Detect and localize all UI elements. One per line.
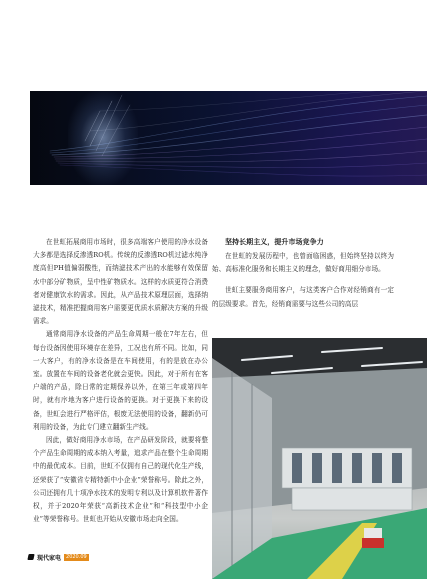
body-paragraph: 世虹主要服务商用客户，与这类客户合作对经销商有一定的层级要求。首先，经销商需要与这些公司的高层: [212, 286, 394, 308]
body-paragraph: 在世虹拓展商用市场时，很多高端客户使用的净水设备大多都是选择反渗透RO机。传统的反渗透RO机过滤水纯净度高但PH值偏弱酸性，而纳滤技术产出的水能够有效保留水中部分矿物质，呈中性矿物质水。这样的水质更符合消费者对健康饮水的需求。因此，从产品技术原理层面，选择纳滤技术，精准把握商用客户需要更优质水质解决方案的升级需求。: [33, 238, 208, 326]
issue-badge: 2020.09: [66, 553, 87, 560]
right-text-column: [212, 236, 394, 311]
section-heading: 坚持长期主义，提升市场竞争力: [225, 238, 324, 246]
body-paragraph: 在世虹的发展历程中，也曾面临困惑，但始终坚持以终为始、高标准化服务和长期主义的理念，做好商用细分市场。: [212, 252, 394, 274]
production-line-photo: [212, 338, 427, 579]
body-paragraph: 通常商用净水设备的产品生命周期一般在7年左右，但每台设备因使用环境存在差异，工况也有所不同。比如，同一大客户，有的净水设备是在车间使用，有的是放在办公室。放置在车间的设备老化就会更快。因此，对于所有在客户端的产品，除日常的定期保养以外，在第三年或第四年时，就有序地为客户进行设备的更换。对于更换下来的设备，世虹会进行严格评估，根废无法使用的设备，翻新仍可利用的设备，为此专门建立翻新生产线。: [33, 330, 208, 431]
hero-banner-image: [30, 91, 427, 185]
page-footer: [28, 551, 89, 563]
magazine-name: 现代家电: [37, 554, 62, 562]
light-streaks-graphic: [30, 91, 427, 185]
magazine-logo-icon: [27, 554, 34, 560]
body-paragraph: 因此，做好商用净水市场，在产品研发阶段，就要将整个产品生命周期的成本纳入考量，追求产品在整个生命周期中的最优成本。目前，世虹不仅拥有自己的现代化生产线，还荣获了“安徽省专精特新中小企业”荣誉称号。除此之外，公司还拥有几十项净水技术的发明专利以及计算机软件著作权，并于2020年荣获“高新技术企业”和“科技型中小企业”等荣誉称号。世虹也开始从安徽市场走向全国。: [33, 436, 208, 524]
factory-interior-graphic: [212, 338, 427, 579]
left-text-column: [33, 236, 208, 526]
